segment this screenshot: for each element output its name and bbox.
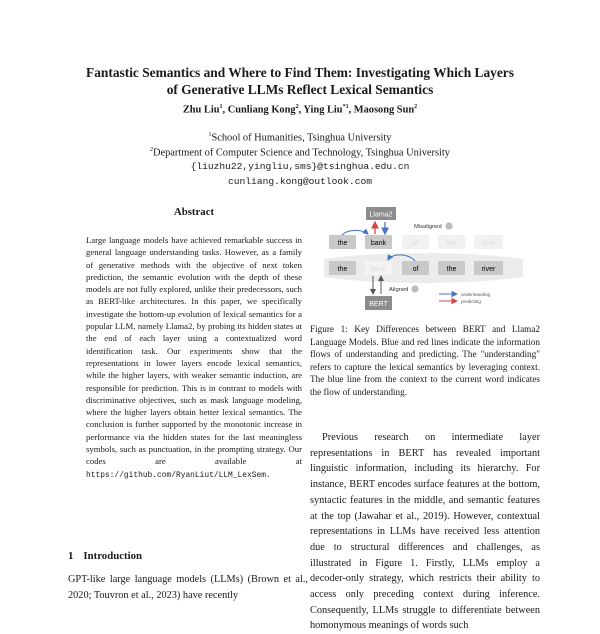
misaligned-label: Misaligned [414,224,442,230]
bottom-token-row [324,253,523,283]
top-token: the [446,240,457,247]
bottom-token: river [481,266,496,273]
top-token: bank [370,240,387,247]
email-line-2: cunliang.kong@outlook.com [228,176,372,187]
section-title: Introduction [83,550,143,562]
bottom-token: the [446,266,457,273]
legend-predicting: predicting [461,299,481,304]
figure-legend [439,292,491,304]
author-mark: 2 [414,104,418,110]
bottom-token: bank [370,266,387,273]
abstract-body: Large language models have achieved remarkable success in general language understanding tasks. However, as a family of generative methods with the objective of next token prediction, the semantic evolution with the depth of these models are not fully explored, unlike their predecessors, such as BERT-like architectures. In this paper, we specifically investigate the bottom-up evolution of lexical semantics for a popular LLM, namely Llama2, by probing its hidden states at the end of each layer using a contextualized word identification task. Our experiments show that the representations in lower layers encode lexical semantics, while the higher layers, with weaker semantic induction, are responsible for prediction. This is in contrast to models with discriminative objectives, such as mask language modeling, where the higher layers obtain better lexical semantics. The conclusion is further supported by the monotonic increase in performance via the hidden states for the last meaningless symbols, such as punctuation, in the prompting strategy. Our codes are available at [86,235,302,467]
title-line-1: Fantastic Semantics and Where to Find Them: Investigating Which Layers [86,65,514,80]
top-token: the [337,240,348,247]
title-line-2: of Generative LLMs Reflect Lexical Semantics [166,82,434,97]
llama2-box [366,207,396,220]
author-mark: 2 [295,104,299,110]
llama2-flow-arrows [342,222,385,235]
top-token: of [412,240,419,247]
affiliation-text: School of Humanities, Tsinghua University [211,132,392,144]
affiliation-mark: 2 [149,147,153,153]
right-column-text [310,430,540,634]
affiliation-mark: 1 [208,132,212,138]
aligned-marker [389,285,419,293]
code-link[interactable]: https://github.com/RyanLiut/LLM_LexSem. [86,470,271,480]
aligned-label: Aligned [389,287,409,293]
paper-title [40,64,560,98]
abstract-text [86,234,302,482]
top-token: river [481,240,496,247]
section-number: 1 [68,550,74,562]
paragraph: Previous research on intermediate layer representations in BERT has revealed important linguistic information, including its hierarchy. For instance, BERT encodes surface features at the bottom, syntactic features in the middle, and semantic features at the top (Jawahar et al., 2019). However, contextual representations in LLMs have received less attention due to structural differences and challenges, as illustrated in Figure 1. Firstly, LLMs employ a decoder-only strategy, which restricts their ability to access only preceding context during inference. Consequently, LLMs struggle to differentiate between homonymous meanings of words such [310,432,540,632]
bottom-token: the [337,266,348,273]
affiliation-text: Department of Computer Science and Technology, Tsinghua University [152,147,450,159]
legend-understanding: understanding [461,292,491,297]
author-name: Maosong Sun [353,104,415,116]
introduction-text: GPT-like large language models (LLMs) (Brown et al., 2020; Touvron et al., 2023) have recently [68,574,308,601]
misaligned-marker [414,222,453,230]
author-name: Cunliang Kong [227,104,296,116]
author-list: Zhu Liu$^1$, Cunliang Kong$^2$, Ying Liu$^{*1}$, Maosong Sun$^2$ [182,104,418,116]
figure-1-diagram [318,205,532,317]
author-mark: 1 [219,104,223,110]
section-heading-introduction [68,550,142,562]
author-name: Ying Liu [303,104,343,116]
affiliation-2 [40,143,560,160]
top-token-row [329,235,503,249]
author-mark: *1 [342,104,349,110]
abstract-heading: Abstract [173,206,215,218]
figure-1-caption: Figure 1: Key Differences between BERT and Llama2 Language Models. Blue and red lines indicate the information flows of understanding and predicting. The "understanding" refers to capture the lexical semantics by leveraging context. The blue line from the context to the current word indicates the flow of understanding. [310,324,540,397]
author-name: Zhu Liu [182,104,220,116]
bert-label: BERT [369,301,388,308]
bert-box [365,296,392,310]
llama2-label: Llama2 [369,211,393,219]
bottom-token: of [412,266,419,273]
email-line-1: {liuzhu22,yingliu,sms}@tsinghua.edu.cn [190,161,410,172]
